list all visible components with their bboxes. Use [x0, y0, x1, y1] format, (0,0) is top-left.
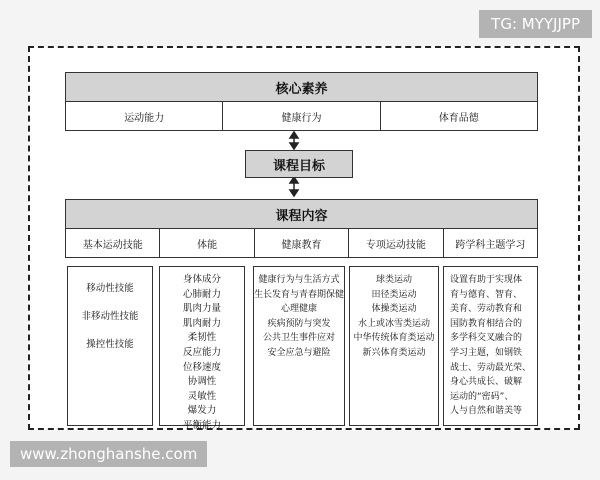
- down-arrow-head-1: [290, 143, 298, 149]
- content-header-basic-skills: 基本运动技能: [66, 229, 160, 257]
- column-line: 健康行为与生活方式: [258, 275, 340, 285]
- column-line: 球类运动: [375, 275, 412, 285]
- column-line: 美育、劳动教育和: [450, 304, 523, 315]
- column-line: 国防教育相结合的: [450, 318, 523, 329]
- column-line: 中华传统体育类运动: [353, 333, 435, 344]
- column-interdisciplinary: [443, 266, 538, 426]
- column-fitness: [159, 266, 245, 431]
- column-line: 心理健康: [280, 304, 317, 315]
- core-item-sport-ethics: 体育品德: [438, 112, 479, 124]
- column-line: 学习主题，如钢铁: [450, 347, 523, 358]
- column-basic-skills: [67, 266, 153, 426]
- column-line: 设置有助于实现体: [450, 275, 523, 285]
- core-item-health-behavior: 健康行为: [223, 102, 380, 130]
- column-line: 非移动性技能: [81, 311, 139, 322]
- up-arrow-head-1: [290, 132, 298, 138]
- content-header-special-skills: 专项运动技能: [349, 229, 443, 257]
- column-line: 位移速度: [182, 361, 221, 373]
- column-line: 移动性技能: [86, 283, 134, 294]
- column-line: 心肺耐力: [182, 288, 221, 300]
- column-line: 水上或冰雪类运动: [357, 318, 430, 329]
- column-special-skills: [349, 266, 439, 426]
- column-line: 运动的“密码”、: [450, 391, 514, 402]
- column-line: 新兴体育类运动: [362, 347, 426, 358]
- column-line: 公共卫生事件应对: [262, 333, 335, 344]
- content-header-fitness: 体能: [160, 229, 254, 257]
- course-goal-box: 课程目标: [245, 150, 353, 178]
- column-line: 身体成分: [182, 274, 221, 285]
- down-arrow-head-2: [290, 190, 298, 196]
- content-header-interdisciplinary: 跨学科主题学习: [455, 239, 526, 251]
- column-line: 柔韧性: [187, 332, 217, 344]
- column-line: 田径类运动: [371, 289, 417, 300]
- column-line: 身心共成长、破解: [450, 377, 523, 388]
- column-line: 战士、劳动最光荣、: [450, 362, 532, 373]
- course-content-title: 课程内容: [65, 199, 538, 229]
- column-line: 人与自然和谐美等: [450, 406, 523, 417]
- column-line: 操控性技能: [86, 339, 134, 350]
- watermark-top-right: TG: MYYJJPP: [479, 10, 592, 38]
- column-line: 平衡能力: [182, 419, 221, 431]
- column-line: 协调性: [187, 376, 217, 388]
- watermark-bottom-left: www.zhonghanshe.com: [10, 441, 207, 467]
- column-line: 体操类运动: [371, 304, 417, 315]
- column-line: 肌肉耐力: [182, 317, 221, 329]
- column-line: 肌肉力量: [182, 303, 221, 315]
- column-line: 多学科交叉融合的: [450, 333, 523, 344]
- column-line: 反应能力: [182, 346, 221, 358]
- column-health-education: [253, 266, 345, 426]
- column-line: 育与德育、智育、: [450, 289, 523, 300]
- column-line: 灵敏性: [187, 390, 217, 402]
- core-literacy-title: 核心素养: [65, 72, 538, 102]
- column-line: 安全应急与避险: [267, 347, 331, 358]
- content-header-health-education: 健康教育: [255, 229, 349, 257]
- core-item-sport-ability: 运动能力: [66, 102, 223, 130]
- column-line: 生长发育与青春期保健: [254, 289, 345, 300]
- course-content-headers: [65, 228, 538, 258]
- column-line: 爆发力: [187, 405, 217, 417]
- column-line: 疾病预防与突发: [267, 318, 331, 329]
